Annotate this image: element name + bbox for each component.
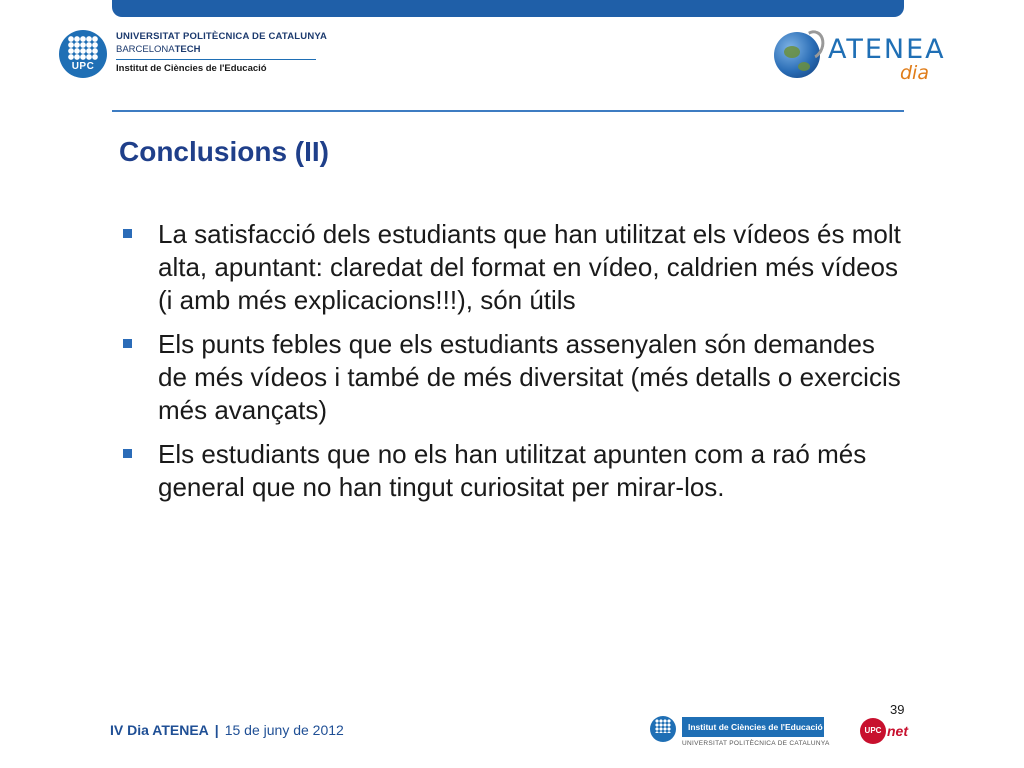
footer-event-name: IV Dia ATENEA	[110, 722, 209, 738]
bullet-text: Els punts febles que els estudiants assenyalen són demandes de més vídeos i també de més diversitat (més detalls o exercicis més avançats)	[158, 329, 901, 425]
footer-event	[110, 722, 344, 738]
globe-land	[784, 46, 800, 58]
footer-separator: |	[214, 722, 219, 738]
upc-logo	[59, 30, 107, 78]
bullet-list	[120, 218, 910, 515]
upcnet-text: net	[887, 723, 908, 739]
upc-small-logo-dots	[655, 719, 671, 733]
ice-footer-logo	[650, 714, 830, 752]
footer-date: 15 de juny de 2012	[224, 722, 344, 738]
atenea-logo-word: ATENEA	[828, 34, 946, 65]
bullet-item	[120, 218, 910, 317]
slide-title: Conclusions (II)	[119, 136, 329, 167]
university-name-block	[116, 31, 326, 74]
university-divider	[116, 59, 316, 60]
upcnet-circle: UPC	[860, 718, 886, 744]
upcnet-logo	[860, 718, 916, 746]
atenea-logo-sub: dia	[900, 62, 929, 84]
globe-land	[798, 62, 810, 71]
campus-tech: TECH	[174, 44, 201, 55]
header-divider	[112, 110, 904, 112]
top-accent-bar	[112, 0, 904, 17]
bullet-item	[120, 328, 910, 427]
bullet-text: Els estudiants que no els han utilitzat apunten com a raó més general que no han tingut curiositat per mirar-los.	[158, 439, 867, 502]
bullet-text: La satisfacció dels estudiants que han utilitzat els vídeos és molt alta, apuntant: claredat del format en vídeo, caldrien més vídeos (i amb més explicacions!!!), són útils	[158, 219, 901, 315]
atenea-dia-logo	[772, 28, 962, 88]
bullet-item	[120, 438, 910, 504]
square-bullet-icon	[123, 339, 132, 348]
campus-city: BARCELONA	[116, 44, 175, 55]
ice-logo-box: Institut de Ciències de l'Educació	[682, 717, 824, 737]
institute-name: Institut de Ciències de l'Educació	[116, 63, 267, 74]
university-campus	[116, 44, 326, 55]
square-bullet-icon	[123, 229, 132, 238]
upc-logo-dots	[68, 36, 98, 60]
upc-logo-text: UPC	[71, 61, 95, 72]
ice-logo-subtitle: UNIVERSITAT POLITÈCNICA DE CATALUNYA	[682, 740, 830, 747]
page-number: 39	[890, 702, 905, 717]
upc-small-logo	[650, 716, 676, 742]
square-bullet-icon	[123, 449, 132, 458]
university-name: UNIVERSITAT POLITÈCNICA DE CATALUNYA	[116, 31, 328, 42]
